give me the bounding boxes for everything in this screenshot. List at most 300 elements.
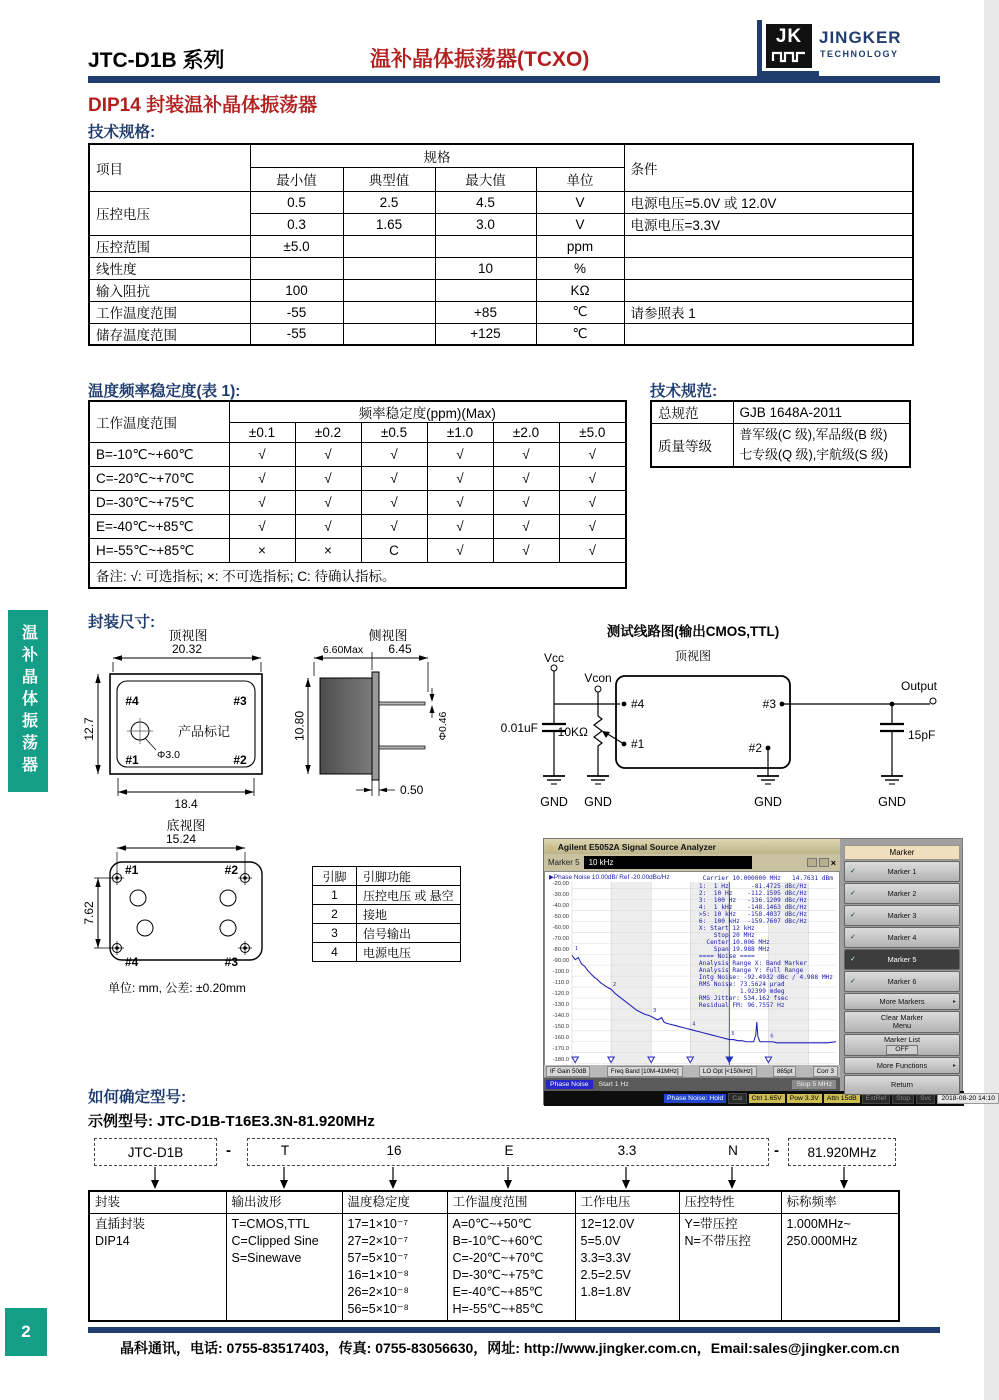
- model-box-codes: [247, 1138, 769, 1166]
- table-row: [313, 886, 461, 905]
- y-tick: -50.00: [552, 914, 569, 920]
- cap2-label: 15pF: [908, 728, 936, 742]
- spec-subcol: 最小值: [250, 167, 343, 191]
- stability-cell: √: [361, 467, 427, 491]
- model-box-prefix: JTC-D1B: [94, 1138, 217, 1166]
- arrow-down-icon: [388, 1167, 398, 1189]
- pin-no: 2: [313, 905, 357, 924]
- softkey-menu-panel: [843, 845, 961, 1091]
- marker-id: 2: [613, 981, 617, 988]
- spec-subcol: 典型值: [343, 167, 435, 191]
- header-rule: [88, 76, 940, 83]
- model-code-table: [88, 1190, 900, 1322]
- attn-chip: Attn 15dB: [824, 1094, 860, 1103]
- marker-id: 1: [575, 945, 579, 952]
- pin-label: #2: [233, 753, 247, 767]
- softkey-label: Clear Marker: [880, 1013, 924, 1022]
- pin-col-header: 引脚功能: [357, 867, 461, 886]
- page-number-badge: [5, 1308, 47, 1356]
- pin-label: #4: [125, 955, 139, 969]
- extref-chip: ExtRef: [862, 1093, 890, 1104]
- analyzer-titlebar: [544, 839, 840, 854]
- model-heading: 如何确定型号:: [88, 1089, 187, 1106]
- spec-subcol: 最大值: [435, 167, 536, 191]
- marker-id: 3: [653, 1008, 657, 1015]
- close-icon[interactable]: ×: [830, 857, 836, 868]
- output-label: Output: [900, 679, 938, 693]
- test-circuit-drawing: [498, 620, 968, 835]
- pin-label: #1: [631, 737, 645, 751]
- ctrl-chip: Ctrl 1.65V: [749, 1094, 785, 1103]
- trace-label-text: Phase Noise 10.00dB/ Ref -20.00dBc/Hz: [553, 874, 670, 881]
- softkey-label: Marker 2: [887, 888, 917, 898]
- spec-min: 100: [250, 279, 343, 301]
- circuit-subtitle: 顶视图: [674, 649, 712, 663]
- pin-label: #2: [748, 741, 762, 755]
- y-tick: -30.00: [552, 892, 569, 898]
- table-row: [313, 924, 461, 943]
- y-tick: -150.0: [552, 1024, 569, 1030]
- pin-label: #4: [631, 697, 645, 711]
- spec-min: -55: [250, 323, 343, 345]
- arrow-down-icon: [150, 1167, 160, 1189]
- top-view-label: 顶视图: [168, 628, 208, 643]
- softkey-label: More Markers: [879, 996, 925, 1006]
- softkey-label: Marker 6: [887, 976, 917, 986]
- bottom-view-drawing: [82, 816, 338, 1011]
- pow-chip: Pow 3.3V: [787, 1094, 822, 1103]
- spec-cond: [624, 323, 913, 345]
- table-row: [89, 257, 913, 279]
- stability-col: ±0.2: [295, 423, 361, 443]
- spec-max: +85: [435, 301, 536, 323]
- softkey-label: More Functions: [876, 1060, 928, 1070]
- logo-name: JINGKER: [819, 28, 902, 47]
- stability-cell: √: [559, 467, 626, 491]
- dim-2032: 20.32: [171, 642, 203, 656]
- logo-sub: TECHNOLOGY: [820, 49, 899, 59]
- stability-cell: √: [427, 539, 493, 563]
- stability-cell: √: [559, 443, 626, 467]
- product-title: DIP14 封装温补晶体振荡器: [88, 95, 318, 116]
- stop-chip: Stop: [892, 1093, 914, 1104]
- model-col-header: 输出波形: [226, 1191, 342, 1214]
- logo-jk-mark: [766, 24, 812, 68]
- stability-cell: C: [361, 539, 427, 563]
- standards-label: 总规范: [651, 401, 733, 423]
- logo-jk-text: JK: [775, 26, 803, 47]
- pin-fn: 信号输出: [357, 924, 461, 943]
- softkey-label: Marker 5: [887, 954, 917, 964]
- stability-cell: √: [427, 515, 493, 539]
- table-row: [89, 515, 626, 539]
- stability-cell: √: [493, 467, 559, 491]
- spec-unit: %: [536, 257, 624, 279]
- status-mode: Phase Noise: [546, 1080, 593, 1089]
- standards-heading: 技术规范:: [650, 383, 718, 400]
- table-row: [89, 1214, 899, 1322]
- y-tick: -120.0: [552, 991, 569, 997]
- check-icon: ✓: [850, 977, 856, 985]
- spec-cond: [624, 257, 913, 279]
- check-icon: ✓: [850, 867, 856, 875]
- softkey-label: Marker 4: [887, 932, 917, 942]
- spec-max: +125: [435, 323, 536, 345]
- spec-col-item: 项目: [89, 144, 250, 191]
- stability-cell: √: [361, 515, 427, 539]
- stability-col: ±1.0: [427, 423, 493, 443]
- package-heading: 封装尺寸:: [88, 614, 156, 631]
- arrow-down-icon: [621, 1167, 631, 1189]
- softkey-marker-6[interactable]: [844, 971, 960, 992]
- if-gain-chip: IF Gain 50dB: [546, 1066, 590, 1077]
- table-row: [313, 905, 461, 924]
- dim-645: 6.45: [388, 642, 412, 656]
- y-tick: -90.00: [552, 958, 569, 964]
- spec-max: 3.0: [435, 213, 536, 235]
- spec-unit: ppm: [536, 235, 624, 257]
- hold-chip: Phase Noise: Hold: [664, 1094, 726, 1103]
- check-icon: ✓: [850, 933, 856, 941]
- spec-col-group: 规格: [250, 144, 624, 167]
- product-marking-label: 产品标记: [177, 724, 231, 739]
- gnd-label: GND: [754, 795, 782, 809]
- model-dash: -: [226, 1142, 231, 1159]
- arrow-down-icon: [503, 1167, 513, 1189]
- softkey-marker-5-active[interactable]: [844, 949, 960, 970]
- spec-min: 0.5: [250, 191, 343, 213]
- pin-col-header: 引脚: [313, 867, 357, 886]
- dim-050: 0.50: [400, 783, 424, 797]
- corr-chip: Corr 3: [813, 1066, 838, 1077]
- model-col-header: 封装: [89, 1191, 226, 1214]
- model-cell-temp: A=0℃~+50℃ B=-10℃~+60℃ C=-20℃~+70℃ D=-30℃~+75℃ E=-40℃~+85℃ H=-55℃~+85℃: [447, 1214, 575, 1322]
- stability-cell: √: [493, 539, 559, 563]
- dim-184: 18.4: [174, 797, 198, 811]
- analyzer-config-bar: [544, 1065, 840, 1077]
- table-row: [89, 235, 913, 257]
- trace-label: [549, 873, 670, 881]
- top-view-drawing: [82, 626, 293, 818]
- marker-id: 5: [731, 1031, 735, 1038]
- doc-title: 温补晶体振荡器(TCXO): [370, 48, 590, 71]
- stability-col: ±5.0: [559, 423, 626, 443]
- standards-value: GJB 1648A-2011: [733, 401, 910, 423]
- pot-label: 10KΩ: [557, 725, 588, 739]
- phase-noise-graph: [544, 871, 840, 1078]
- cal-chip: Cal: [728, 1093, 746, 1104]
- stability-cell: √: [229, 443, 295, 467]
- hole-dia-label: Φ3.0: [157, 749, 180, 761]
- arrow-down-icon: [727, 1167, 737, 1189]
- stability-cell: √: [295, 491, 361, 515]
- side-view-drawing: [292, 626, 465, 818]
- model-dash: -: [774, 1142, 779, 1159]
- check-icon: ✓: [850, 911, 856, 919]
- footer-rule: [88, 1327, 940, 1333]
- y-tick: -140.0: [552, 1013, 569, 1019]
- pin-label: #3: [233, 694, 247, 708]
- stability-col: ±0.5: [361, 423, 427, 443]
- page-number: 2: [21, 1322, 31, 1341]
- spec-col-cond: 条件: [624, 144, 913, 191]
- stability-cell: √: [559, 539, 626, 563]
- standards-label: 质量等级: [651, 423, 733, 467]
- y-tick: -110.0: [552, 980, 569, 986]
- model-code: N: [728, 1143, 738, 1158]
- toolbar-icon[interactable]: [819, 858, 829, 867]
- y-tick: -170.0: [552, 1046, 569, 1052]
- stability-cell: √: [295, 443, 361, 467]
- spec-item: 压控电压: [89, 191, 250, 235]
- marker-label: Marker 5: [548, 858, 580, 867]
- trace-marker-icon: ▶: [549, 874, 554, 881]
- spec-item: 压控范围: [89, 235, 250, 257]
- softkey-marker-2[interactable]: [844, 883, 960, 904]
- spec-cond: 电源电压=3.3V: [624, 213, 913, 235]
- softkey-more-functions[interactable]: [844, 1057, 960, 1074]
- stability-cell: √: [427, 443, 493, 467]
- y-tick: -20.00: [552, 881, 569, 887]
- pin-label: #3: [224, 955, 238, 969]
- softkey-marker-4[interactable]: [844, 927, 960, 948]
- stability-cell: ×: [295, 539, 361, 563]
- window-title: Agilent E5052A Signal Source Analyzer: [557, 841, 716, 852]
- circuit-title: 测试线路图(输出CMOS,TTL): [606, 624, 780, 639]
- marker-list-off-state: OFF: [886, 1045, 918, 1055]
- softkey-label: Return: [891, 1080, 913, 1089]
- temp-range: C=-20℃~+70℃: [89, 467, 229, 491]
- pin-label: #3: [762, 697, 776, 711]
- dim-1080: 10.80: [292, 710, 307, 742]
- y-tick: -130.0: [552, 1002, 569, 1008]
- model-col-header: 标称频率: [781, 1191, 899, 1214]
- model-cell-stability: 17=1×10⁻⁷ 27=2×10⁻⁷ 57=5×10⁻⁷ 16=1×10⁻⁸ 26=2×10⁻⁸ 56=5×10⁻⁸: [342, 1214, 447, 1322]
- spec-max: 10: [435, 257, 536, 279]
- spec-cond: 请参照表 1: [624, 301, 913, 323]
- table-row: [89, 467, 626, 491]
- svc-chip: Svc: [916, 1093, 935, 1104]
- status-stop: Stop 5 MHz: [792, 1080, 836, 1089]
- spec-typ: [343, 279, 435, 301]
- table-row: [89, 443, 626, 467]
- pin-label: #4: [125, 694, 139, 708]
- pin-no: 1: [313, 886, 357, 905]
- footer-contact: 晶科通讯，电话: 0755-83517403，传真: 0755-83056630，网址: http://www.jingker.com.cn，Email:sales@jingker.com.cn: [120, 1340, 900, 1356]
- softkey-marker-3[interactable]: [844, 905, 960, 926]
- carrier-readout: Carrier 10.000000 MHz 14.7631 dBm: [702, 875, 833, 882]
- dim-127: 12.7: [82, 717, 96, 741]
- spec-max: [435, 279, 536, 301]
- chevron-right-icon: ▸: [952, 1062, 956, 1069]
- spec-typ: 1.65: [343, 213, 435, 235]
- stability-cell: √: [229, 515, 295, 539]
- gnd-label: GND: [584, 795, 612, 809]
- y-tick: -100.0: [552, 969, 569, 975]
- spec-max: 4.5: [435, 191, 536, 213]
- vcon-label: Vcon: [584, 671, 612, 685]
- model-cell-waveform: T=CMOS,TTL C=Clipped Sine S=Sinewave: [226, 1214, 342, 1322]
- marker-value-field[interactable]: 10 kHz: [584, 856, 752, 869]
- model-cell-vc: Y=带压控 N=不带压控: [679, 1214, 781, 1322]
- gnd-label: GND: [878, 795, 906, 809]
- stability-cell: √: [229, 491, 295, 515]
- dim-660max: 6.60Max: [322, 644, 364, 656]
- temp-range: H=-55℃~+85℃: [89, 539, 229, 563]
- y-tick: -70.00: [552, 936, 569, 942]
- spec-unit: V: [536, 213, 624, 235]
- stability-cell: √: [559, 515, 626, 539]
- table-row: [651, 423, 910, 467]
- spec-unit: V: [536, 191, 624, 213]
- pin-no: 4: [313, 943, 357, 962]
- dim-pin-dia: Φ0.46: [437, 711, 449, 741]
- spec-cond: [624, 279, 913, 301]
- stability-cell: √: [229, 467, 295, 491]
- arrow-down-icon: [839, 1167, 849, 1189]
- dim-762: 7.62: [82, 901, 96, 925]
- company-logo: [757, 16, 922, 78]
- datetime: 2018-08-20 14:10: [937, 1093, 999, 1104]
- stability-table: [88, 400, 627, 589]
- sidebar-vertical-text: 温补晶体振荡器: [19, 624, 37, 778]
- standards-table: [650, 400, 911, 468]
- marker-id: 6: [770, 1033, 774, 1040]
- model-col-header: 工作温度范围: [447, 1191, 575, 1214]
- pin-fn: 压控电压 或 悬空: [357, 886, 461, 905]
- table-row: [651, 401, 910, 423]
- y-axis-labels: [545, 881, 571, 1067]
- y-tick: -160.0: [552, 1035, 569, 1041]
- spec-typ: [343, 323, 435, 345]
- marker-readout-block: 1: 1 Hz -81.4725 dBc/Hz 2: 10 Hz -112.1595 dBc/Hz 3: 100 Hz -136.1209 dBc/Hz 4: 1 kHz -148.1463 dBc/Hz >5: 10 kHz -158.4037 dBc/Hz 6: 100 kHz -159.7607 dBc/Hz X: Start 12 kHz Stop 20 MHz Center 10.006 MHz Span 19.988 MHz ==== Noise ==== Analysis Range X: Band Marker Analysis Range Y: Full Range Intg Noise: -92.4932 dBc / 4.988 MHz RMS Noise: 73.5624 μrad 1.92399 mdeg RMS Jitter: 534.162 fsec Residual FM: 96.7557 Hz: [698, 883, 833, 1009]
- spec-min: 0.3: [250, 213, 343, 235]
- dim-1524: 15.24: [165, 832, 197, 846]
- stability-col-range: 工作温度范围: [89, 401, 229, 443]
- freq-band-chip: Freq Band [10M-41MHz]: [607, 1066, 683, 1077]
- spec-cond: 电源电压=5.0V 或 12.0V: [624, 191, 913, 213]
- spec-item: 储存温度范围: [89, 323, 250, 345]
- temp-range: E=-40℃~+85℃: [89, 515, 229, 539]
- menu-title: Marker: [844, 845, 960, 860]
- y-tick: -80.00: [552, 947, 569, 953]
- stability-col-group: 频率稳定度(ppm)(Max): [229, 401, 626, 423]
- stability-cell: √: [493, 515, 559, 539]
- pin-function-table: [312, 866, 461, 962]
- stability-cell: √: [361, 443, 427, 467]
- table-row: [313, 943, 461, 962]
- pin-fn: 电源电压: [357, 943, 461, 962]
- softkey-marker-1[interactable]: [844, 861, 960, 882]
- arrow-down-icon: [279, 1167, 289, 1189]
- vcc-label: Vcc: [543, 651, 565, 665]
- marker-toolbar: [544, 854, 840, 871]
- spec-item: 工作温度范围: [89, 301, 250, 323]
- spec-typ: 2.5: [343, 191, 435, 213]
- model-code: 16: [386, 1143, 402, 1158]
- y-tick: -40.00: [552, 903, 569, 909]
- y-tick: -180.0: [552, 1057, 569, 1063]
- stability-cell: √: [559, 491, 626, 515]
- side-view-label: 侧视图: [368, 628, 408, 643]
- softkey-marker-list[interactable]: [844, 1034, 960, 1056]
- tolerance-note: 单位: mm, 公差: ±0.20mm: [108, 981, 246, 995]
- softkey-label: Marker List: [883, 1034, 921, 1044]
- stability-col: ±0.1: [229, 423, 295, 443]
- stability-cell: √: [493, 491, 559, 515]
- pin-label: #2: [224, 863, 238, 877]
- spec-max: [435, 235, 536, 257]
- spec-table: [88, 143, 914, 346]
- app-icon: ☼: [547, 841, 555, 852]
- spec-subcol: 单位: [536, 167, 624, 191]
- spec-min: ±5.0: [250, 235, 343, 257]
- stability-cell: √: [427, 467, 493, 491]
- softkey-clear-marker[interactable]: [844, 1011, 960, 1033]
- logo-frame-left: [757, 20, 762, 76]
- stability-cell: ×: [229, 539, 295, 563]
- pin-no: 3: [313, 924, 357, 943]
- toolbar-icon[interactable]: [807, 858, 817, 867]
- marker-id: 4: [692, 1021, 696, 1028]
- spec-unit: ℃: [536, 323, 624, 345]
- model-col-header: 压控特性: [679, 1191, 781, 1214]
- bottom-view-label: 底视图: [166, 818, 206, 833]
- analyzer-status-bar: [544, 1078, 840, 1091]
- check-icon: ✓: [850, 955, 856, 963]
- model-cell-voltage: 12=12.0V 5=5.0V 3.3=3.3V 2.5=2.5V 1.8=1.8V: [575, 1214, 679, 1322]
- logo-waveform-icon: [772, 50, 806, 62]
- model-box-freq: 81.920MHz: [788, 1138, 896, 1166]
- points-chip: 865pt: [773, 1066, 796, 1077]
- spec-heading: 技术规格:: [88, 124, 156, 141]
- chevron-right-icon: ▸: [952, 998, 956, 1005]
- status-start: Start 1 Hz: [598, 1081, 629, 1088]
- spec-cond: [624, 235, 913, 257]
- table-row: [89, 563, 626, 588]
- softkey-return[interactable]: [844, 1075, 960, 1095]
- gnd-label: GND: [540, 795, 568, 809]
- stability-cell: √: [295, 515, 361, 539]
- analyzer-screenshot: [543, 838, 996, 1105]
- table-row: [89, 539, 626, 563]
- table-row: [89, 323, 913, 345]
- model-cell-freq: 1.000MHz~ 250.000MHz: [781, 1214, 899, 1322]
- stability-cell: √: [427, 491, 493, 515]
- cap1-label: 0.01uF: [500, 721, 538, 735]
- spec-min: -55: [250, 301, 343, 323]
- spec-typ: [343, 235, 435, 257]
- stability-cell: √: [493, 443, 559, 467]
- pin-label: #1: [125, 863, 139, 877]
- series-title: JTC-D1B 系列: [88, 49, 225, 72]
- check-icon: ✓: [850, 889, 856, 897]
- pin-target: [110, 871, 252, 955]
- stability-cell: √: [361, 491, 427, 515]
- spec-typ: [343, 257, 435, 279]
- model-code: E: [504, 1143, 514, 1158]
- spec-item: 输入阻抗: [89, 279, 250, 301]
- spec-unit: ℃: [536, 301, 624, 323]
- softkey-more-markers[interactable]: [844, 993, 960, 1010]
- stability-cell: √: [295, 467, 361, 491]
- temp-range: B=-10℃~+60℃: [89, 443, 229, 467]
- model-example: 示例型号: JTC-D1B-T16E3.3N-81.920MHz: [88, 1113, 375, 1130]
- model-cell-package: 直插封装 DIP14: [89, 1214, 226, 1322]
- model-code: T: [280, 1143, 290, 1158]
- spec-unit: KΩ: [536, 279, 624, 301]
- model-col-header: 温度稳定度: [342, 1191, 447, 1214]
